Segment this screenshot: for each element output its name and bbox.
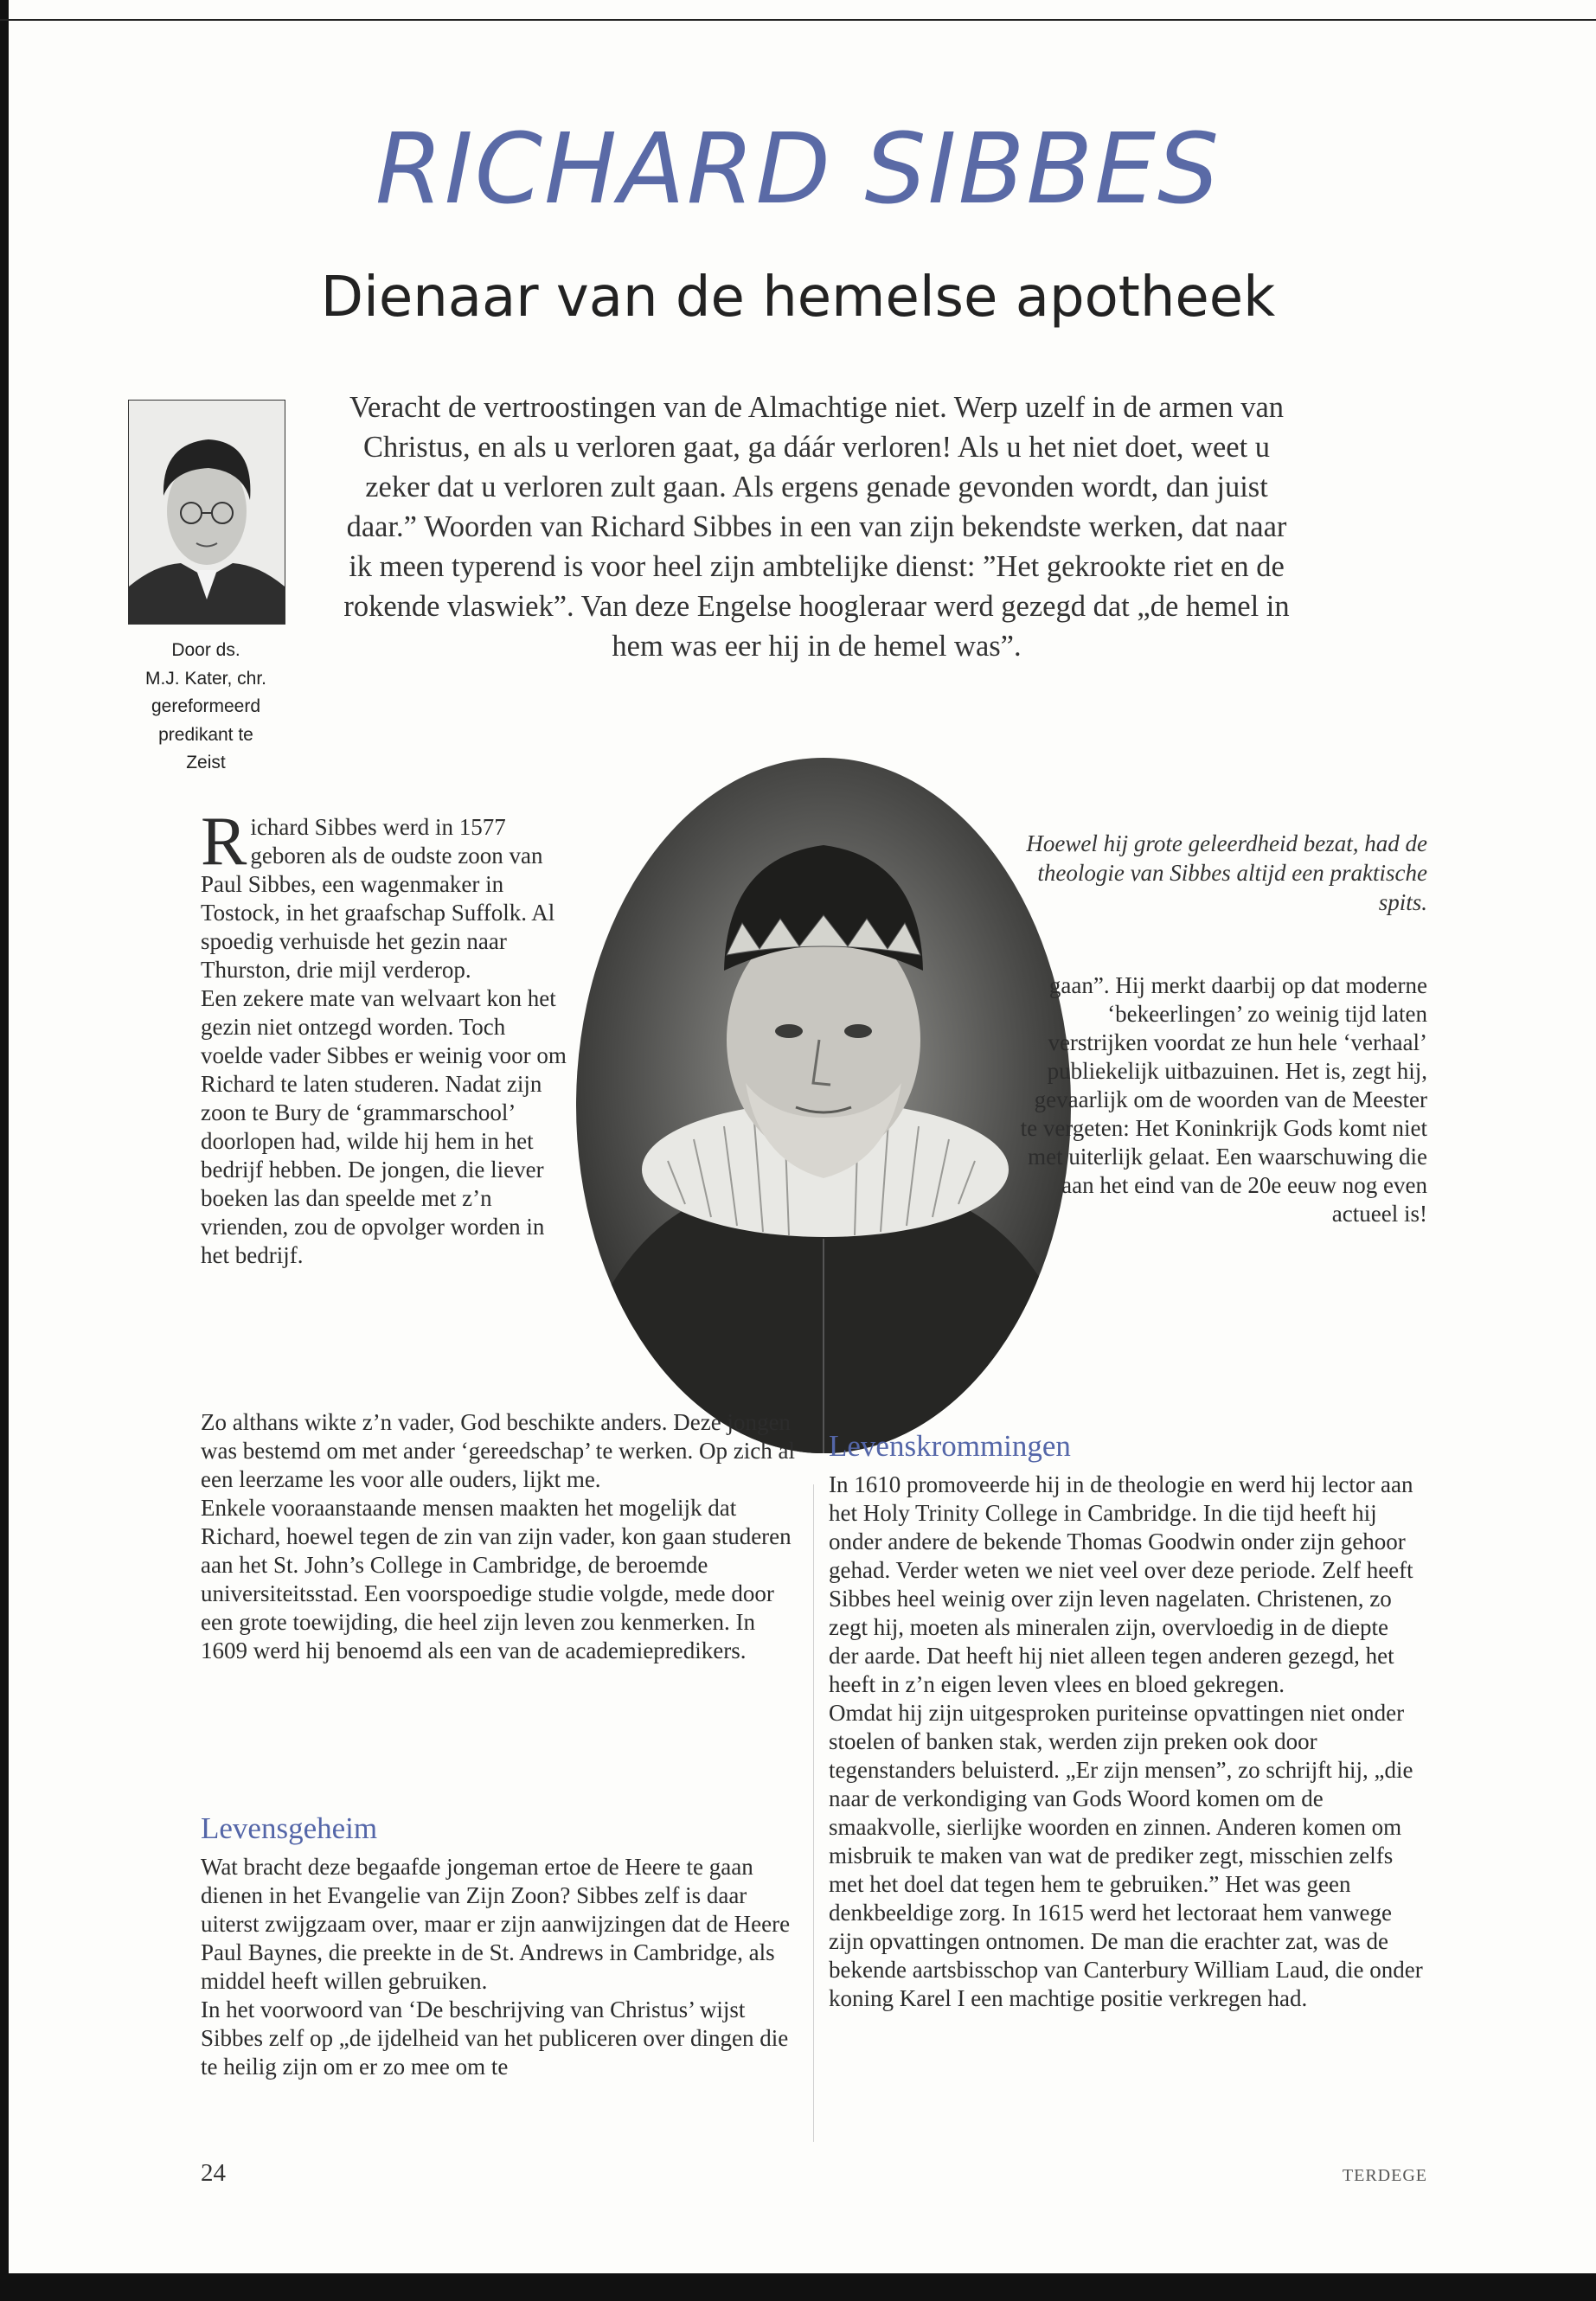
author-photo — [128, 400, 285, 625]
left-column-section-2 — [201, 1801, 806, 2081]
author-caption-line: gereformeerd — [151, 696, 261, 717]
magazine-name: TERDEGE — [1342, 2166, 1427, 2185]
paragraph-1-text: ichard Sibbes werd in 1577 geboren als de oudste zoon van Paul Sibbes, een wagenmaker in Tostock, in het graafschap Suffolk. Al spoedig verhuisde het gezin naar Thurston, drie mijl verderop. — [201, 814, 555, 983]
article-subtitle: Dienaar van de hemelse apotheek — [320, 266, 1276, 330]
scan-edge — [0, 0, 9, 2301]
paragraph-2-end: Zo althans wikte z’n vader, God beschikte anders. Deze jongen was bestemd om met ander ‘gereedschap’ te werken. Op zich al een leerzame les voor alle ouders, lijkt me. — [201, 1409, 795, 1492]
author-caption-line: Door ds. — [171, 640, 240, 660]
section-heading-levenskrommingen: Levenskrommingen — [829, 1429, 1071, 1463]
paragraph-8: Omdat hij zijn uitgesproken puriteinse opvattingen niet onder stoelen of banken stak, werden zijn preken ook door tegenstanders beluisterd. „Er zijn mensen”, zo schrijft hij, „die naar de verkondiging van Gods Woord komen om de smaakvolle, sierlijke woorden en zinnen. Anderen komen om misbruik te maken van wat de prediker zegt, misschien zelfs met het doel dat tegen hem te gebruiken.” Het was geen denkbeeldige zorg. In 1615 werd het lectoraat hem vanwege zijn opvattingen ontnomen. De man die erachter zat, was de bekende aartsbisschop van Canterbury William Laud, die onder koning Karel I een machtige positie verkregen had. — [829, 1700, 1423, 2011]
paragraph-5: In het voorwoord van ‘De beschrijving van Christus’ wijst Sibbes zelf op „de ijdelheid van het publiceren over dingen die te heilig zijn om er zo mee om te — [201, 1997, 789, 2080]
paragraph-1 — [201, 804, 573, 984]
paragraph-3: Enkele vooraanstaande mensen maakten het mogelijk dat Richard, hoewel tegen de zin van zijn vader, kon gaan studeren aan het St. John’s College in Cambridge, de beroemde universiteitsstad. Een voorspoedige studie volgde, mede door een grote toewijding, die heel zijn leven zou kenmerken. In 1609 werd hij benoemd als een van de academiepredikers. — [201, 1495, 792, 1663]
paragraph-6: gaan”. Hij merkt daarbij op dat moderne ‘bekeerlingen’ zo weinig tijd laten verstrijken voordat ze hun hele ‘verhaal’ publiekelijk uitbazuinen. Het is, zegt hij, gevaarlijk om de woorden van de Meester te vergeten: Het Koninkrijk Gods komt niet met uiterlijk gelaat. Een waarschuwing die aan het eind van de 20e eeuw nog even actueel is! — [1020, 972, 1427, 1227]
scan-bottom-edge — [0, 2273, 1596, 2301]
paragraph-2: Een zekere mate van welvaart kon het gezin niet ontzegd worden. Toch voelde vader Sibbes er weinig voor om Richard te laten studeren. Nadat zijn zoon te Bury de ‘grammarschool’ doorlopen had, wilde hij hem in het bedrijf hebben. De jongen, die liever boeken las dan speelde met z’n vrienden, zou de opvolger worden in het bedrijf. — [201, 985, 567, 1268]
page-number: 24 — [201, 2159, 226, 2187]
right-column-bottom — [829, 1419, 1424, 2013]
author-caption-line: M.J. Kater, chr. — [144, 668, 267, 689]
sibbes-engraving — [573, 754, 1074, 1457]
paragraph-7: In 1610 promoveerde hij in de theologie en werd hij lector aan het Holy Trinity College in Cambridge. In die tijd heeft hij onder andere de bekende Thomas Goodwin onder zijn gehoor gehad. Verder weten we niet veel over deze periode. Zelf heeft Sibbes heel weinig over zijn leven nagelaten. Christenen, zo zegt hij, moeten als mineralen zijn, overvloedig in de diepte der aarde. Dat heeft hij niet alleen tegen anderen gezegd, het heeft in z’n eigen leven vlees en bloed gekregen. — [829, 1471, 1413, 1697]
left-column-top — [201, 804, 573, 1270]
author-caption-line: Zeist — [186, 753, 226, 773]
column-divider — [813, 1484, 814, 2142]
section-heading-levensgeheim: Levensgeheim — [201, 1811, 378, 1845]
paragraph-4: Wat bracht deze begaafde jongeman ertoe de Heere te gaan dienen in het Evangelie van Zijn Zoon? Sibbes zelf is daar uiterst zwijgzaam over, maar er zijn aanwijzingen dat de Heere Paul Baynes, die preekte in de St. Andrews in Cambridge, als middel heeft willen gebruiken. — [201, 1854, 791, 1994]
author-caption — [104, 637, 308, 778]
author-caption-line: predikant te — [158, 724, 253, 745]
pull-quote: Hoewel hij grote geleerdheid bezat, had de theologie van Sibbes altijd een praktische spits. — [1026, 830, 1427, 915]
top-rule — [0, 19, 1596, 21]
left-column-bottom — [201, 1408, 806, 1665]
sibbes-portrait — [573, 754, 1074, 1457]
author-photo-illustration — [129, 401, 285, 624]
article-title: RICHARD SIBBES — [375, 113, 1221, 226]
right-column-top — [1012, 971, 1427, 1228]
drop-cap: R — [201, 804, 247, 880]
intro-paragraph: Veracht de vertroostingen van de Almachtige niet. Werp uzelf in de armen van Christus, en als u verloren gaat, ga dáár verloren! Als u het niet doet, weet u zeker dat u verloren zult gaan. Als ergens genade gevonden wordt, dan juist daar.” Woorden van Richard Sibbes in een van zijn bekendste werken, dat naar ik meen typerend is voor heel zijn ambtelijke dienst: ”Het gekrookte riet en de rokende vlaswiek”. Van deze Engelse hoogleraar werd gezegd dat „de hemel in hem was eer hij in de hemel was”. — [343, 391, 1290, 663]
